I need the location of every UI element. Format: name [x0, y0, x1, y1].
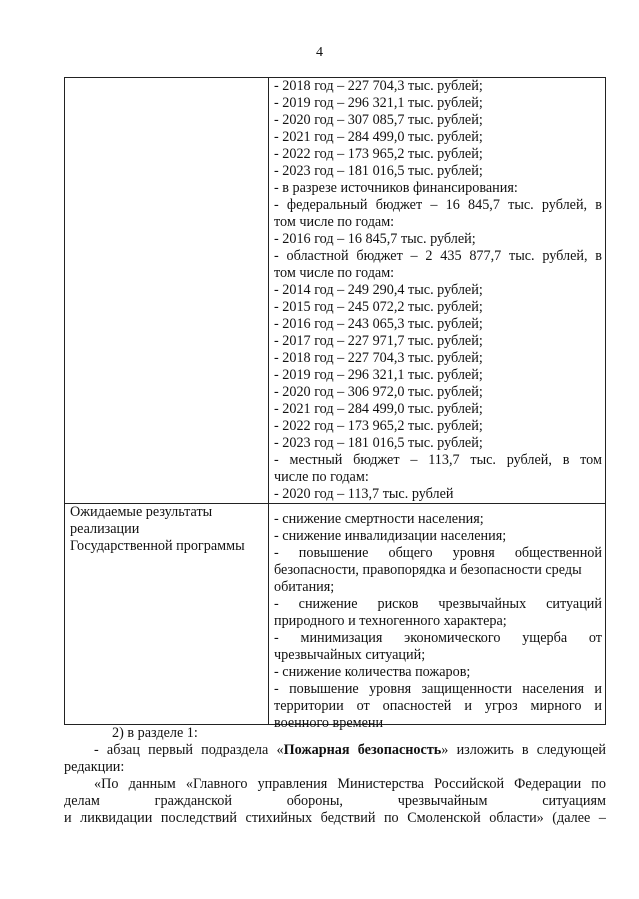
body-text: [64, 725, 606, 827]
table-column-divider: [268, 77, 269, 725]
item-2-heading: 2) в разделе 1:: [112, 725, 198, 741]
paragraph-2-line-1: «По данным «Главного управления Министерства Российской Федерации по: [94, 776, 606, 792]
result-line: - снижение количества пожаров;: [274, 664, 471, 680]
paragraph-1-line-1: [64, 742, 606, 759]
funding-sources-heading: - в разрезе источников финансирования:: [274, 180, 518, 196]
funding-line: том числе по годам:: [274, 265, 395, 281]
funding-line: - 2022 год – 173 965,2 тыс. рублей;: [274, 146, 483, 162]
federal-budget-line: - федеральный бюджет – 16 845,7 тыс. рублей, в: [274, 197, 602, 213]
funding-line: - 2019 год – 296 321,1 тыс. рублей;: [274, 367, 483, 383]
funding-line: - 2018 год – 227 704,3 тыс. рублей;: [274, 350, 483, 366]
para1-suffix: » изложить в следующей: [441, 742, 606, 758]
funding-line: - 2019 год – 296 321,1 тыс. рублей;: [274, 95, 483, 111]
funding-line: - 2016 год – 16 845,7 тыс. рублей;: [274, 231, 476, 247]
paragraph-2-line-3: и ликвидации последствий стихийных бедствий по Смоленской области» (далее –: [64, 810, 606, 826]
funding-line: - 2022 год – 173 965,2 тыс. рублей;: [274, 418, 483, 434]
funding-line: том числе по годам:: [274, 214, 395, 230]
result-line: - снижение смертности населения;: [274, 511, 484, 527]
section-title-bold: Пожарная безопасность: [283, 742, 442, 758]
para1-prefix: - абзац первый подраздела «: [94, 742, 284, 758]
expected-results-list: [274, 511, 602, 732]
label-line: Ожидаемые результаты: [70, 504, 213, 520]
paragraph-2-line-2: делам гражданской обороны, чрезвычайным ситуациям: [64, 793, 606, 809]
local-budget-line: - местный бюджет – 113,7 тыс. рублей, в том: [274, 452, 602, 468]
expected-results-label: [70, 504, 260, 555]
funding-line: - 2016 год – 243 065,3 тыс. рублей;: [274, 316, 483, 332]
funding-line: - 2014 год – 249 290,4 тыс. рублей;: [274, 282, 483, 298]
paragraph-1-line-2: редакции:: [64, 759, 125, 775]
funding-line: числе по годам:: [274, 469, 369, 485]
funding-by-year-list: [274, 78, 602, 503]
result-line: военного времени: [274, 715, 384, 731]
funding-line: - 2021 год – 284 499,0 тыс. рублей;: [274, 401, 483, 417]
result-line: безопасности, правопорядка и безопасности среды: [274, 562, 582, 578]
funding-line: - 2018 год – 227 704,3 тыс. рублей;: [274, 78, 483, 94]
page-number: 4: [316, 45, 323, 60]
result-line: - повышение общего уровня общественной: [274, 545, 602, 561]
funding-line: - 2021 год – 284 499,0 тыс. рублей;: [274, 129, 483, 145]
result-line: - повышение уровня защищенности населения и: [274, 681, 602, 697]
result-line: - снижение рисков чрезвычайных ситуаций: [274, 596, 602, 612]
result-line: - снижение инвалидизации населения;: [274, 528, 507, 544]
row-gap: [274, 503, 602, 511]
result-line: обитания;: [274, 579, 335, 595]
label-line: реализации: [70, 521, 140, 537]
funding-line: - 2020 год – 113,7 тыс. рублей: [274, 486, 454, 502]
result-line: территории от опасностей и угроз мирного и: [274, 698, 602, 714]
table-right-column: [274, 78, 602, 732]
funding-line: - 2023 год – 181 016,5 тыс. рублей;: [274, 435, 483, 451]
result-line: чрезвычайных ситуаций;: [274, 647, 426, 663]
regional-budget-line: - областной бюджет – 2 435 877,7 тыс. рублей, в: [274, 248, 602, 264]
result-line: природного и техногенного характера;: [274, 613, 507, 629]
funding-line: - 2017 год – 227 971,7 тыс. рублей;: [274, 333, 483, 349]
funding-line: - 2015 год – 245 072,2 тыс. рублей;: [274, 299, 483, 315]
funding-line: - 2023 год – 181 016,5 тыс. рублей;: [274, 163, 483, 179]
label-line: Государственной программы: [70, 538, 245, 554]
funding-line: - 2020 год – 306 972,0 тыс. рублей;: [274, 384, 483, 400]
funding-line: - 2020 год – 307 085,7 тыс. рублей;: [274, 112, 483, 128]
result-line: - минимизация экономического ущерба от: [274, 630, 602, 646]
